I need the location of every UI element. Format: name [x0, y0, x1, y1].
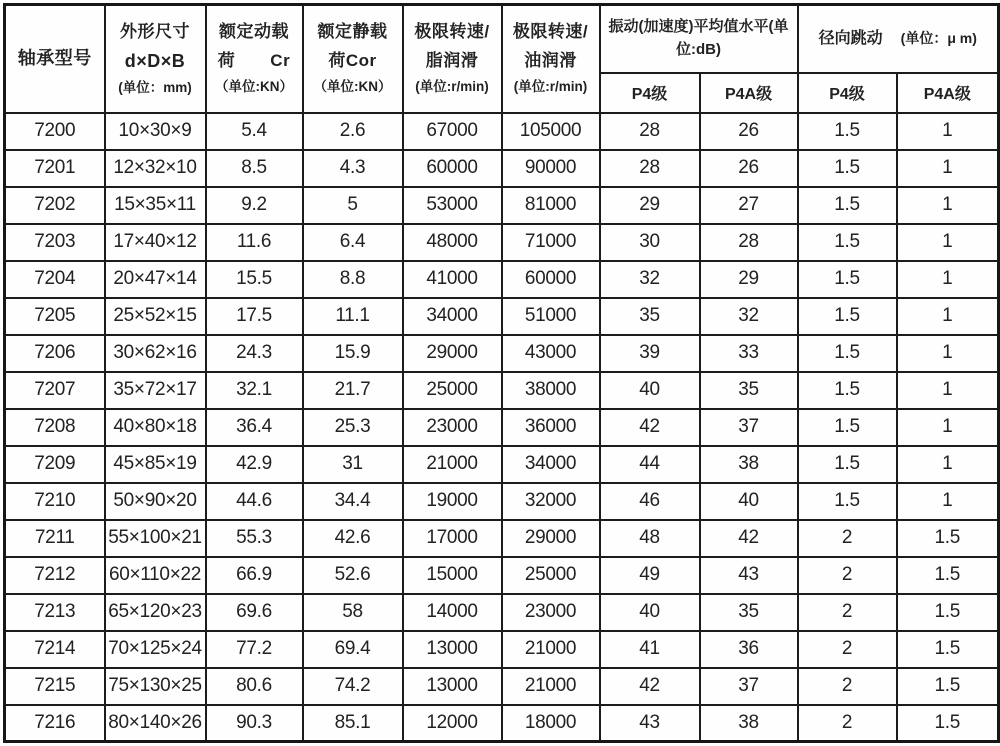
- table-cell: 26: [700, 150, 798, 187]
- table-cell: 69.4: [303, 631, 403, 668]
- table-row: [5, 187, 999, 224]
- table-cell: 42.9: [206, 446, 303, 483]
- table-cell: 90000: [502, 150, 600, 187]
- table-cell: 69.6: [206, 594, 303, 631]
- table-cell: 1.5: [798, 483, 897, 520]
- cell-bearing-model: 7202: [5, 187, 105, 224]
- col-header-model-label: 轴承型号: [17, 48, 92, 69]
- table-cell: 1: [897, 483, 999, 520]
- table-cell: 38: [700, 705, 798, 742]
- cell-bearing-model: 7206: [5, 335, 105, 372]
- table-cell: 2: [798, 520, 897, 557]
- col-header-dynamic-load: 额定动载 荷 Cr （单位:KN）: [206, 5, 303, 113]
- table-cell: 25000: [502, 557, 600, 594]
- subcol-runout-p4a: P4A级: [897, 73, 999, 113]
- table-cell: 4.3: [303, 150, 403, 187]
- table-cell: 2: [798, 668, 897, 705]
- table-cell: 70×125×24: [105, 631, 206, 668]
- cell-bearing-model: 7200: [5, 113, 105, 150]
- table-cell: 74.2: [303, 668, 403, 705]
- table-row: [5, 520, 999, 557]
- table-cell: 21000: [502, 668, 600, 705]
- group-header-runout-unit: (单位：μ m): [900, 29, 977, 46]
- table-cell: 2.6: [303, 113, 403, 150]
- table-cell: 1.5: [897, 705, 999, 742]
- table-cell: 27: [700, 187, 798, 224]
- table-cell: 30×62×16: [105, 335, 206, 372]
- cell-bearing-model: 7204: [5, 261, 105, 298]
- table-cell: 5.4: [206, 113, 303, 150]
- table-cell: 25.3: [303, 409, 403, 446]
- table-cell: 8.5: [206, 150, 303, 187]
- cell-bearing-model: 7216: [5, 705, 105, 742]
- table-cell: 9.2: [206, 187, 303, 224]
- table-cell: 21000: [403, 446, 502, 483]
- cell-bearing-model: 7205: [5, 298, 105, 335]
- table-cell: 42: [700, 520, 798, 557]
- table-cell: 1.5: [798, 372, 897, 409]
- table-cell: 85.1: [303, 705, 403, 742]
- table-cell: 34000: [403, 298, 502, 335]
- table-cell: 35: [700, 372, 798, 409]
- table-cell: 1: [897, 298, 999, 335]
- table-cell: 28: [600, 150, 700, 187]
- table-cell: 58: [303, 594, 403, 631]
- table-cell: 105000: [502, 113, 600, 150]
- table-cell: 75×130×25: [105, 668, 206, 705]
- table-cell: 81000: [502, 187, 600, 224]
- table-cell: 53000: [403, 187, 502, 224]
- table-cell: 41: [600, 631, 700, 668]
- table-cell: 2: [798, 594, 897, 631]
- table-cell: 2: [798, 557, 897, 594]
- table-cell: 46: [600, 483, 700, 520]
- cell-bearing-model: 7210: [5, 483, 105, 520]
- table-cell: 1.5: [897, 631, 999, 668]
- table-row: [5, 594, 999, 631]
- table-cell: 29000: [502, 520, 600, 557]
- table-cell: 1.5: [798, 150, 897, 187]
- table-cell: 80.6: [206, 668, 303, 705]
- table-cell: 65×120×23: [105, 594, 206, 631]
- table-cell: 2: [798, 705, 897, 742]
- table-cell: 23000: [502, 594, 600, 631]
- table-cell: 1.5: [897, 557, 999, 594]
- table-cell: 29000: [403, 335, 502, 372]
- table-cell: 38: [700, 446, 798, 483]
- table-cell: 21000: [502, 631, 600, 668]
- table-cell: 52.6: [303, 557, 403, 594]
- table-cell: 13000: [403, 631, 502, 668]
- table-cell: 48: [600, 520, 700, 557]
- table-cell: 23000: [403, 409, 502, 446]
- table-row: [5, 298, 999, 335]
- table-cell: 33: [700, 335, 798, 372]
- table-cell: 1.5: [798, 298, 897, 335]
- table-cell: 35: [700, 594, 798, 631]
- table-cell: 44: [600, 446, 700, 483]
- table-cell: 36: [700, 631, 798, 668]
- table-cell: 35×72×17: [105, 372, 206, 409]
- table-cell: 26: [700, 113, 798, 150]
- table-row: [5, 372, 999, 409]
- subcol-runout-p4: P4级: [798, 73, 897, 113]
- table-cell: 15×35×11: [105, 187, 206, 224]
- table-row: [5, 483, 999, 520]
- table-cell: 39: [600, 335, 700, 372]
- table-cell: 32000: [502, 483, 600, 520]
- table-cell: 43000: [502, 335, 600, 372]
- table-cell: 32: [700, 298, 798, 335]
- col-header-model: [5, 5, 105, 113]
- table-cell: 21.7: [303, 372, 403, 409]
- table-cell: 24.3: [206, 335, 303, 372]
- table-row: [5, 705, 999, 742]
- cell-bearing-model: 7214: [5, 631, 105, 668]
- cell-bearing-model: 7212: [5, 557, 105, 594]
- table-cell: 10×30×9: [105, 113, 206, 150]
- group-header-vibration: [600, 5, 798, 73]
- cell-bearing-model: 7209: [5, 446, 105, 483]
- table-row: [5, 335, 999, 372]
- table-cell: 19000: [403, 483, 502, 520]
- table-cell: 1: [897, 446, 999, 483]
- table-cell: 55×100×21: [105, 520, 206, 557]
- table-cell: 29: [600, 187, 700, 224]
- table-cell: 48000: [403, 224, 502, 261]
- table-cell: 20×47×14: [105, 261, 206, 298]
- table-cell: 66.9: [206, 557, 303, 594]
- table-cell: 37: [700, 409, 798, 446]
- table-cell: 1.5: [897, 594, 999, 631]
- col-header-speed-oil: 极限转速/ 油润滑 (单位:r/min): [502, 5, 600, 113]
- table-cell: 1: [897, 261, 999, 298]
- table-cell: 67000: [403, 113, 502, 150]
- table-cell: 12×32×10: [105, 150, 206, 187]
- subcol-vibration-p4: P4级: [600, 73, 700, 113]
- table-cell: 1: [897, 372, 999, 409]
- table-cell: 42: [600, 668, 700, 705]
- table-cell: 77.2: [206, 631, 303, 668]
- table-cell: 1: [897, 187, 999, 224]
- cell-bearing-model: 7203: [5, 224, 105, 261]
- table-cell: 17000: [403, 520, 502, 557]
- table-cell: 43: [700, 557, 798, 594]
- table-cell: 2: [798, 631, 897, 668]
- group-header-vibration-label: 振动(加速度)平均值水平(单位:dB): [608, 18, 789, 58]
- table-cell: 51000: [502, 298, 600, 335]
- table-row: [5, 113, 999, 150]
- table-cell: 18000: [502, 705, 600, 742]
- table-cell: 71000: [502, 224, 600, 261]
- table-cell: 42.6: [303, 520, 403, 557]
- table-cell: 12000: [403, 705, 502, 742]
- table-cell: 40: [600, 372, 700, 409]
- table-cell: 40×80×18: [105, 409, 206, 446]
- table-row: [5, 261, 999, 298]
- col-header-dimensions: 外形尺寸 d×D×B (单位：mm): [105, 5, 206, 113]
- table-cell: 40: [600, 594, 700, 631]
- table-cell: 25000: [403, 372, 502, 409]
- table-cell: 25×52×15: [105, 298, 206, 335]
- table-cell: 60000: [403, 150, 502, 187]
- table-cell: 60000: [502, 261, 600, 298]
- table-cell: 1: [897, 409, 999, 446]
- table-cell: 42: [600, 409, 700, 446]
- table-cell: 14000: [403, 594, 502, 631]
- cell-bearing-model: 7208: [5, 409, 105, 446]
- table-cell: 32: [600, 261, 700, 298]
- table-cell: 13000: [403, 668, 502, 705]
- table-row: [5, 409, 999, 446]
- table-cell: 15.9: [303, 335, 403, 372]
- table-cell: 29: [700, 261, 798, 298]
- table-cell: 55.3: [206, 520, 303, 557]
- table-row: [5, 631, 999, 668]
- cell-bearing-model: 7201: [5, 150, 105, 187]
- table-cell: 11.1: [303, 298, 403, 335]
- table-body: [5, 113, 999, 742]
- table-cell: 1.5: [798, 187, 897, 224]
- table-cell: 1.5: [798, 113, 897, 150]
- table-cell: 41000: [403, 261, 502, 298]
- table-cell: 43: [600, 705, 700, 742]
- table-cell: 34.4: [303, 483, 403, 520]
- cell-bearing-model: 7207: [5, 372, 105, 409]
- col-header-speed-grease: 极限转速/ 脂润滑 (单位:r/min): [403, 5, 502, 113]
- subcol-vibration-p4a: P4A级: [700, 73, 798, 113]
- table-cell: 6.4: [303, 224, 403, 261]
- table-cell: 1: [897, 335, 999, 372]
- table-cell: 36000: [502, 409, 600, 446]
- table-header: [5, 5, 999, 113]
- table-cell: 36.4: [206, 409, 303, 446]
- table-row: [5, 150, 999, 187]
- group-header-radial-runout: [798, 5, 999, 73]
- table-cell: 15.5: [206, 261, 303, 298]
- table-cell: 1: [897, 113, 999, 150]
- table-cell: 1.5: [798, 261, 897, 298]
- bearing-spec-table: [3, 3, 1000, 743]
- table-cell: 44.6: [206, 483, 303, 520]
- table-row: [5, 557, 999, 594]
- table-cell: 80×140×26: [105, 705, 206, 742]
- table-cell: 35: [600, 298, 700, 335]
- table-cell: 32.1: [206, 372, 303, 409]
- table-row: [5, 668, 999, 705]
- table-cell: 15000: [403, 557, 502, 594]
- table-cell: 50×90×20: [105, 483, 206, 520]
- table-cell: 5: [303, 187, 403, 224]
- table-cell: 17.5: [206, 298, 303, 335]
- table-cell: 1: [897, 224, 999, 261]
- table-cell: 60×110×22: [105, 557, 206, 594]
- table-cell: 1.5: [798, 335, 897, 372]
- table-cell: 28: [700, 224, 798, 261]
- table-cell: 49: [600, 557, 700, 594]
- col-header-static-load: 额定静载 荷Cor （单位:KN）: [303, 5, 403, 113]
- table-row: [5, 224, 999, 261]
- table-cell: 1.5: [798, 409, 897, 446]
- table-cell: 45×85×19: [105, 446, 206, 483]
- table-cell: 37: [700, 668, 798, 705]
- table-cell: 38000: [502, 372, 600, 409]
- table-cell: 11.6: [206, 224, 303, 261]
- table-cell: 1: [897, 150, 999, 187]
- table-cell: 1.5: [897, 520, 999, 557]
- table-cell: 1.5: [897, 668, 999, 705]
- table-cell: 8.8: [303, 261, 403, 298]
- table-cell: 31: [303, 446, 403, 483]
- table-cell: 17×40×12: [105, 224, 206, 261]
- table-cell: 1.5: [798, 446, 897, 483]
- table-row: [5, 446, 999, 483]
- table-cell: 30: [600, 224, 700, 261]
- table-cell: 28: [600, 113, 700, 150]
- cell-bearing-model: 7213: [5, 594, 105, 631]
- table-cell: 40: [700, 483, 798, 520]
- table-cell: 34000: [502, 446, 600, 483]
- cell-bearing-model: 7215: [5, 668, 105, 705]
- header-row-groups: [5, 5, 999, 73]
- cell-bearing-model: 7211: [5, 520, 105, 557]
- table-cell: 90.3: [206, 705, 303, 742]
- table-cell: 1.5: [798, 224, 897, 261]
- group-header-runout-label: 径向跳动: [818, 29, 883, 47]
